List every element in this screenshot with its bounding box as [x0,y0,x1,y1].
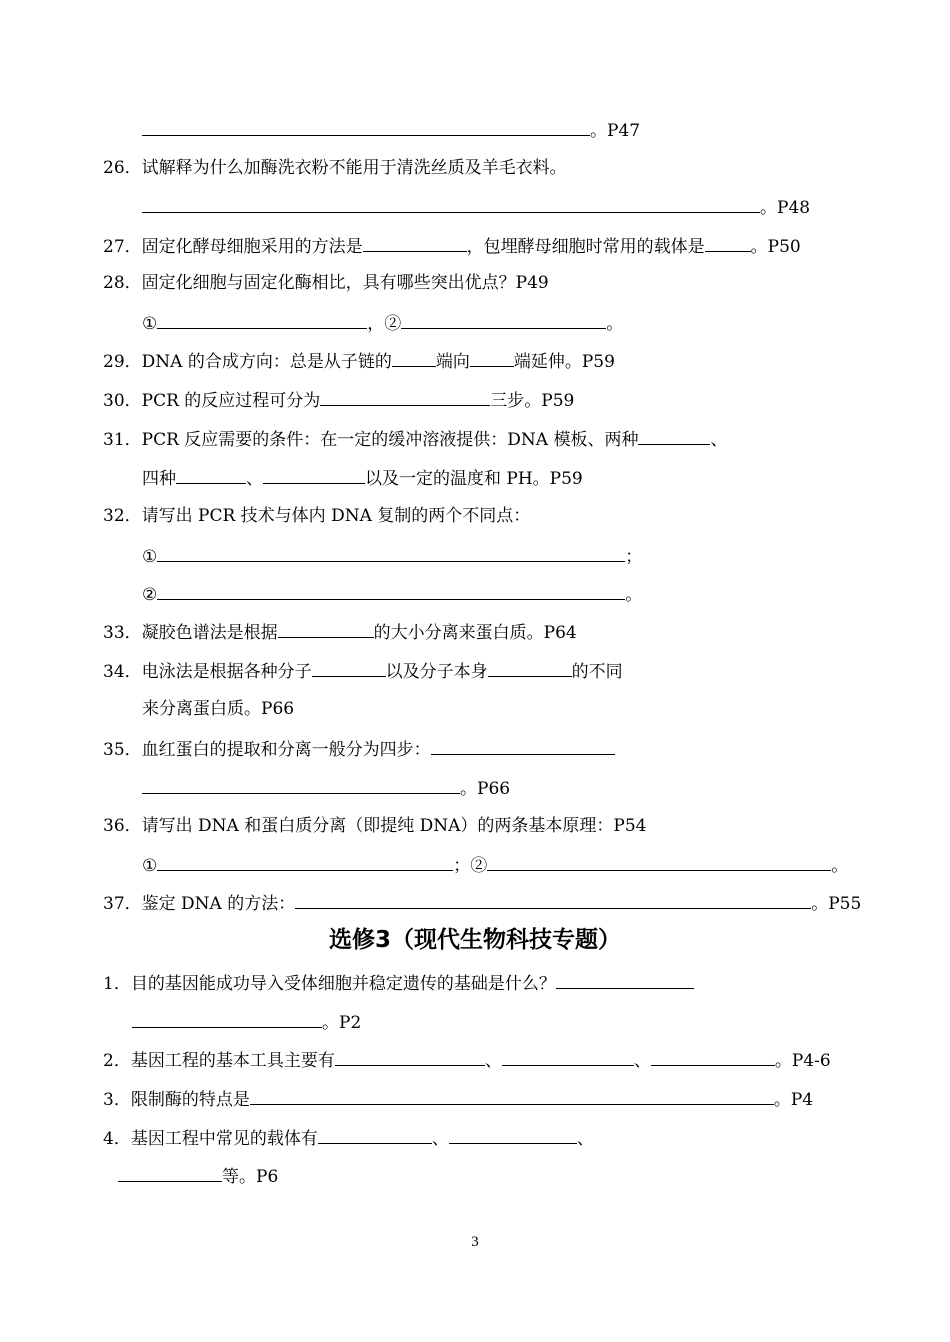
question-28-answers: ① ，② 。 [142,310,623,334]
answer-blank[interactable] [142,194,760,213]
question-34-cont: 来分离蛋白质。P66 [142,699,295,719]
question-35: 35．血红蛋白的提取和分离一般分为四步： [103,736,615,760]
question-31-cont: 四种 、 以及一定的温度和 PH。P59 [142,465,583,489]
section-title: 选修3（现代生物科技专题） [328,927,621,953]
question-35-cont: 。P66 [142,775,510,799]
s2-question-2: 2．基因工程的基本工具主要有 、 、 。P4-6 [103,1047,831,1071]
answer-blank[interactable] [705,233,751,252]
question-34: 34．电泳法是根据各种分子 以及分子本身 的不同 [103,658,623,682]
answer-blank[interactable] [132,1009,322,1028]
answer-blank[interactable] [556,970,694,989]
q25-continuation: 。P47 [142,117,640,141]
s2-question-4-cont: 等。P6 [118,1163,278,1187]
question-26-answer-line: 。P48 [142,194,810,218]
answer-blank[interactable] [392,348,436,367]
answer-blank[interactable] [470,348,514,367]
answer-blank[interactable] [502,1047,634,1066]
question-36: 36．请写出 DNA 和蛋白质分离（即提纯 DNA）的两条基本原理：P54 [103,816,647,836]
question-30: 30．PCR 的反应过程可分为 三步。P59 [103,387,574,411]
question-26: 26．试解释为什么加酶洗衣粉不能用于清洗丝质及羊毛衣料。 [103,158,567,178]
answer-blank[interactable] [638,426,710,445]
s2-question-4: 4．基因工程中常见的载体有 、 、 [103,1125,594,1149]
question-37: 37．鉴定 DNA 的方法： 。P55 [103,890,861,914]
answer-blank[interactable] [320,387,490,406]
answer-blank[interactable] [278,619,374,638]
answer-blank[interactable] [157,852,453,871]
answer-blank[interactable] [651,1047,775,1066]
question-32-answer-2: ② 。 [142,581,642,605]
question-27: 27．固定化酵母细胞采用的方法是 ，包埋酵母细胞时常用的载体是 。P50 [103,233,801,257]
question-32-answer-1: ① ； [142,543,642,567]
answer-blank[interactable] [118,1163,222,1182]
s2-question-1: 1．目的基因能成功导入受体细胞并稳定遗传的基础是什么？ [103,970,694,994]
question-29: 29．DNA 的合成方向：总是从子链的 端向 端延伸。P59 [103,348,615,372]
answer-blank[interactable] [363,233,467,252]
answer-blank[interactable] [449,1125,577,1144]
answer-blank[interactable] [401,310,606,329]
answer-blank[interactable] [312,658,386,677]
answer-blank[interactable] [263,465,365,484]
answer-blank[interactable] [142,775,460,794]
answer-blank[interactable] [250,1086,774,1105]
question-32: 32．请写出 PCR 技术与体内 DNA 复制的两个不同点： [103,506,531,526]
answer-blank[interactable] [335,1047,485,1066]
question-28: 28．固定化细胞与固定化酶相比，具有哪些突出优点？P49 [103,273,549,293]
question-36-answers: ① ；② 。 [142,852,848,876]
answer-blank[interactable] [431,736,615,755]
answer-blank[interactable] [487,852,831,871]
answer-blank[interactable] [157,543,625,562]
s2-question-3: 3．限制酶的特点是 。P4 [103,1086,813,1110]
answer-blank[interactable] [142,117,590,136]
answer-blank[interactable] [157,581,625,600]
answer-blank[interactable] [176,465,246,484]
s2-question-1-cont: 。P2 [132,1009,361,1033]
page-number: 3 [471,1234,479,1250]
question-33: 33．凝胶色谱法是根据 的大小分离来蛋白质。P64 [103,619,577,643]
answer-blank[interactable] [318,1125,432,1144]
answer-blank[interactable] [295,890,811,909]
answer-blank[interactable] [157,310,367,329]
question-31: 31．PCR 反应需要的条件：在一定的缓冲溶液提供：DNA 模板、两种 、 [103,426,727,450]
answer-blank[interactable] [488,658,572,677]
